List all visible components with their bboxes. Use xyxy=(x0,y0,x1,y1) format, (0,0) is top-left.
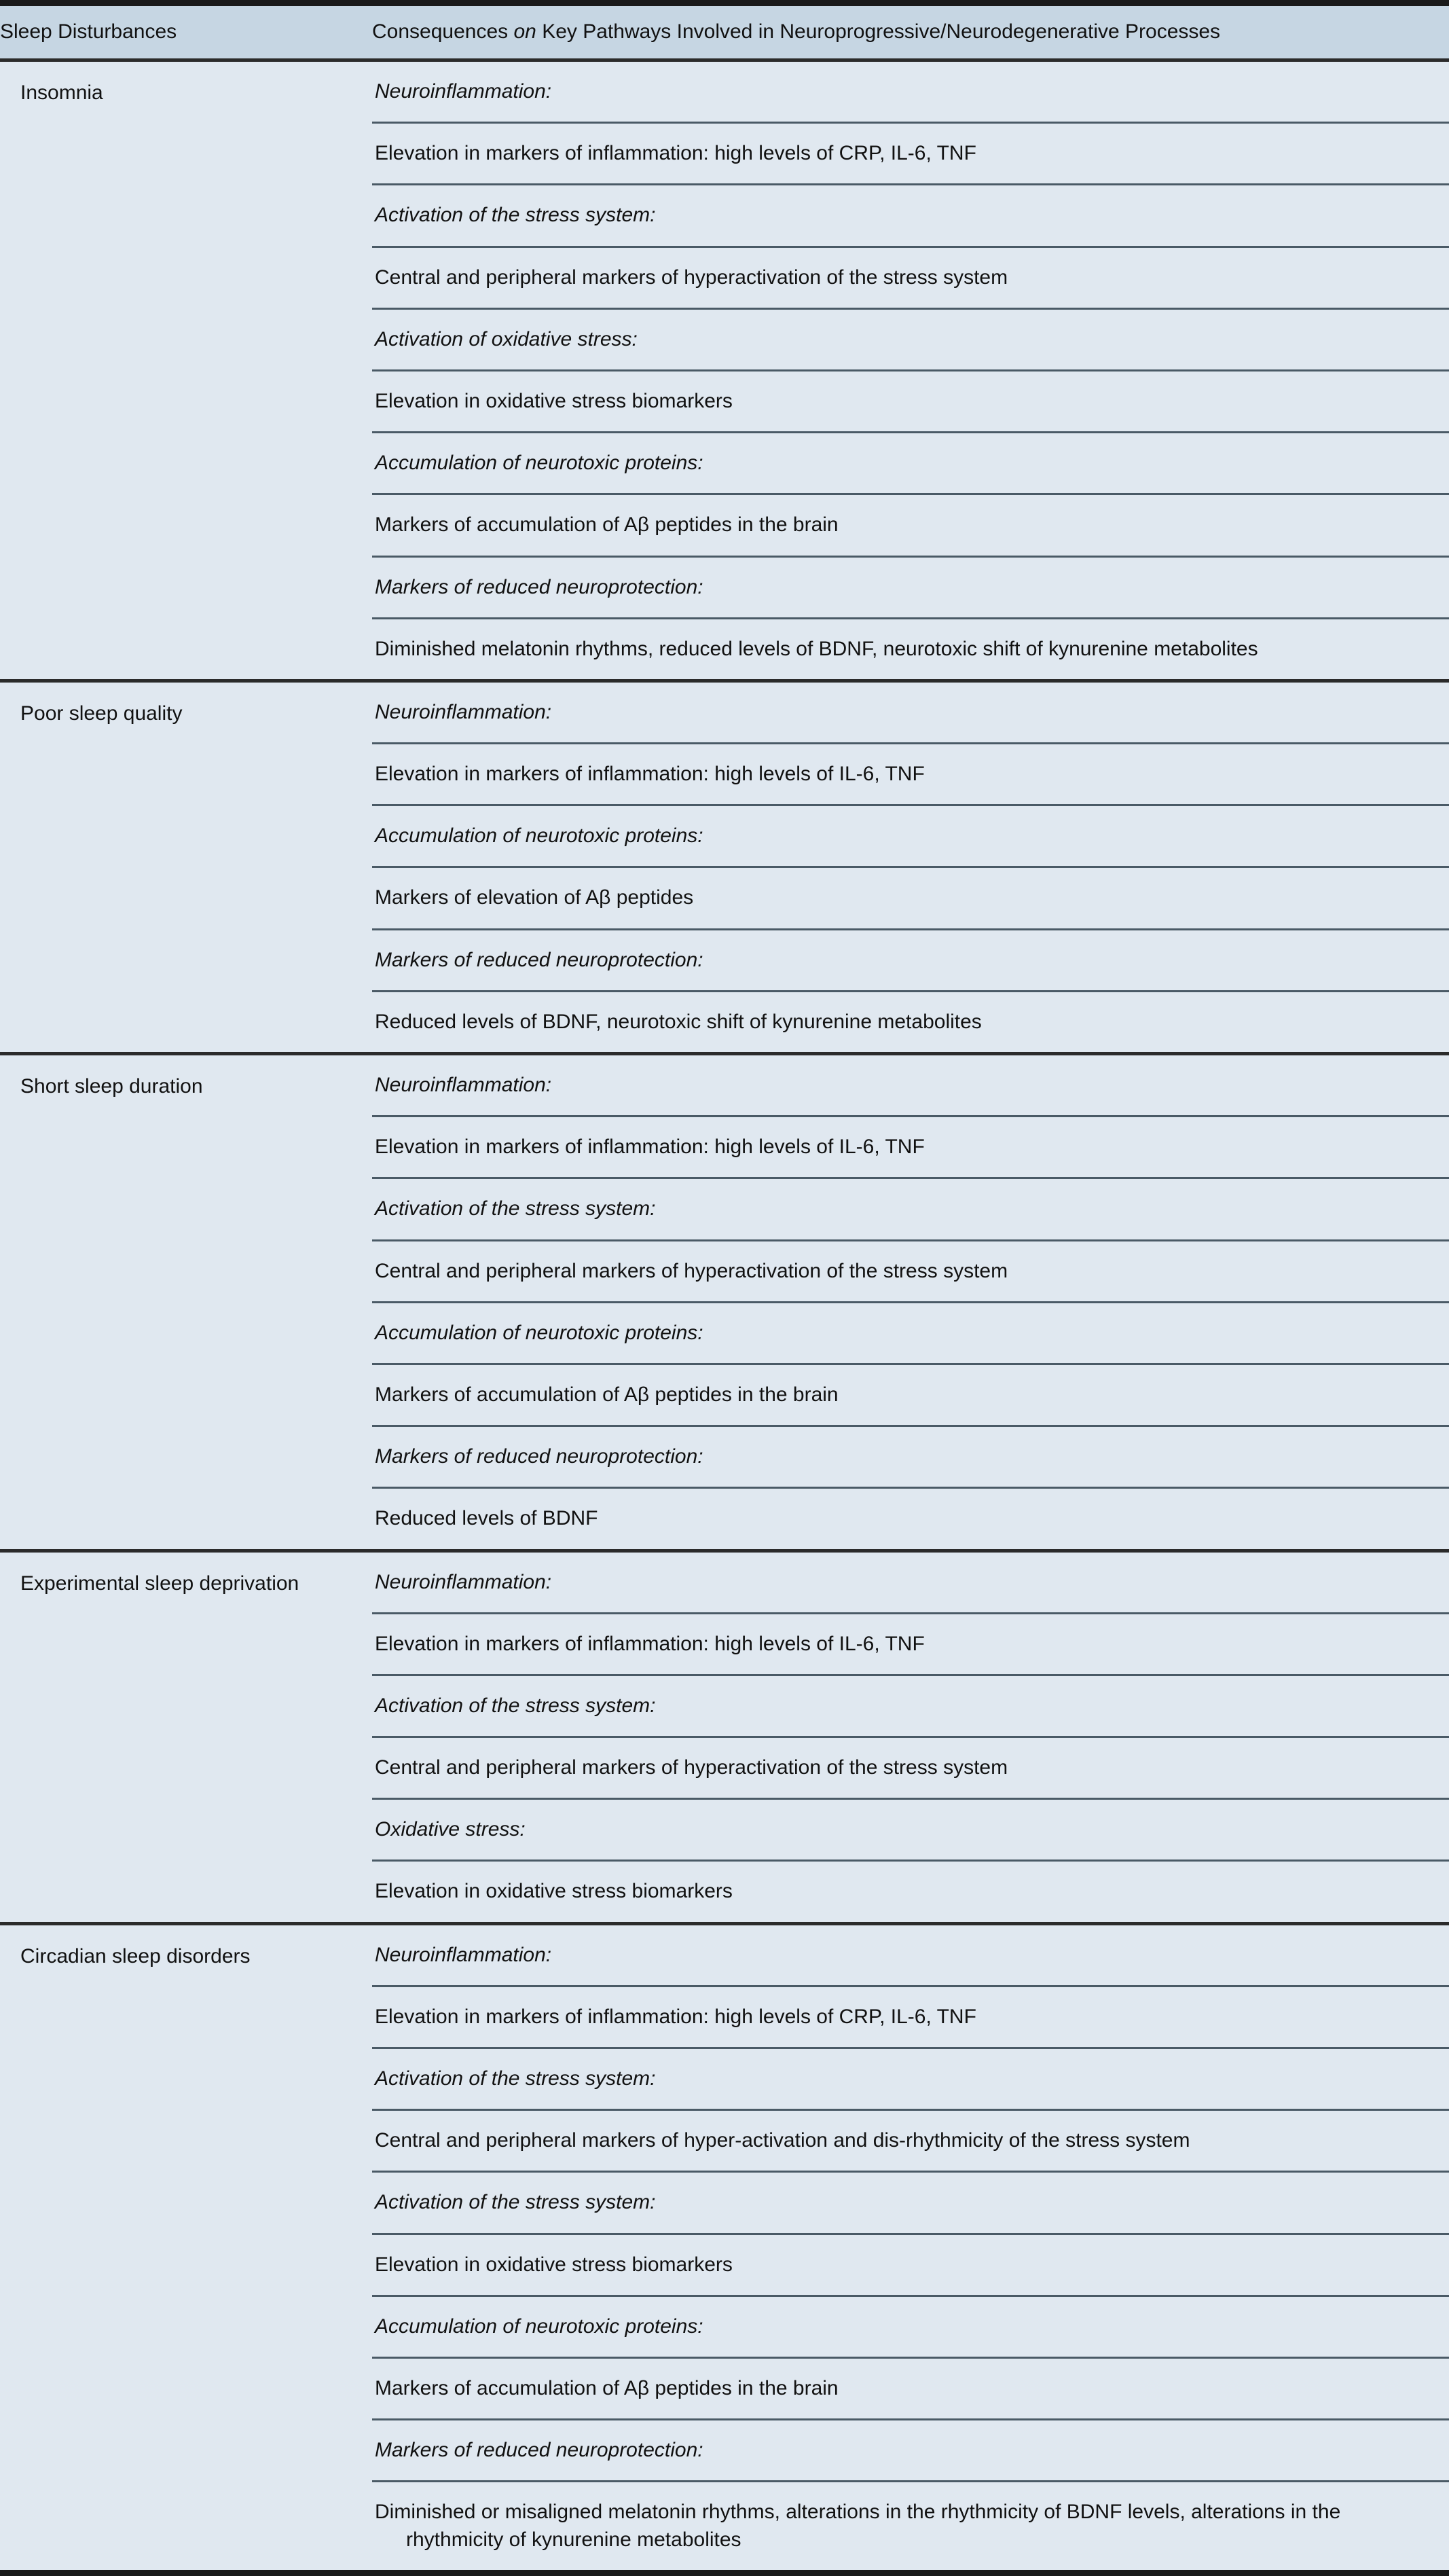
sleep-disturbance-label: Experimental sleep deprivation xyxy=(20,1572,299,1595)
pathway-label: Activation of the stress system: xyxy=(372,2047,1449,2109)
pathway-label: Neuroinflammation: xyxy=(375,1943,552,1966)
consequence-detail: Elevation in markers of inflammation: high levels of IL-6, TNF xyxy=(372,742,1449,804)
pathway-label: Activation of the stress system: xyxy=(372,183,1449,245)
column-header-consequences-post: Key Pathways Involved in Neuroprogressive/Neurodegenerative Processes xyxy=(536,20,1221,43)
column-header-consequences-emphasis: on xyxy=(513,20,536,43)
consequence-detail: Central and peripheral markers of hyperactivation of the stress system xyxy=(372,1239,1449,1301)
consequences-list xyxy=(372,1553,1449,1922)
sleep-disturbance-label: Circadian sleep disorders xyxy=(20,1944,251,1967)
table-section xyxy=(0,1052,1449,1549)
table-header-row xyxy=(0,6,1449,62)
consequence-detail: Markers of accumulation of Aβ peptides in the brain xyxy=(372,2357,1449,2418)
sleep-disturbance-label: Short sleep duration xyxy=(20,1075,203,1097)
pathway-label: Activation of the stress system: xyxy=(372,1177,1449,1239)
consequence-detail: Elevation in markers of inflammation: high levels of IL-6, TNF xyxy=(372,1612,1449,1674)
pathway-label: Oxidative stress: xyxy=(372,1798,1449,1860)
pathway-label: Neuroinflammation: xyxy=(375,1570,552,1593)
pathway-label: Activation of oxidative stress: xyxy=(372,308,1449,369)
pathway-label: Accumulation of neurotoxic proteins: xyxy=(372,2295,1449,2357)
table-body xyxy=(0,62,1449,2570)
consequence-detail xyxy=(372,2480,1449,2569)
consequences-list xyxy=(372,62,1449,679)
pathway-label: Markers of reduced neuroprotection: xyxy=(372,2418,1449,2480)
consequence-detail: Markers of accumulation of Aβ peptides in the brain xyxy=(372,1363,1449,1425)
consequence-detail: Markers of elevation of Aβ peptides xyxy=(372,866,1449,928)
table-section xyxy=(0,679,1449,1052)
consequences-list xyxy=(372,1925,1449,2570)
consequence-detail-text: Diminished or misaligned melatonin rhythms, alterations in the rhythmicity of BDNF levels, alterations in the rhythmicity of kynurenine metabolites xyxy=(375,2501,1341,2551)
sleep-disturbance-label: Poor sleep quality xyxy=(20,702,183,725)
consequence-detail: Central and peripheral markers of hyper-activation and dis-rhythmicity of the stress system xyxy=(372,2109,1449,2171)
table-section xyxy=(0,62,1449,679)
pathway-label: Neuroinflammation: xyxy=(375,80,552,103)
consequence-detail: Elevation in markers of inflammation: high levels of IL-6, TNF xyxy=(372,1115,1449,1177)
consequence-detail: Markers of accumulation of Aβ peptides in the brain xyxy=(372,493,1449,555)
column-header-sleep-disturbances: Sleep Disturbances xyxy=(0,20,177,43)
consequence-detail: Diminished melatonin rhythms, reduced levels of BDNF, neurotoxic shift of kynurenine metabolites xyxy=(372,617,1449,679)
consequence-detail: Elevation in markers of inflammation: high levels of CRP, IL-6, TNF xyxy=(372,122,1449,183)
pathway-label: Neuroinflammation: xyxy=(375,700,552,723)
consequence-detail: Elevation in oxidative stress biomarkers xyxy=(372,1860,1449,1921)
column-header-consequences-pre: Consequences xyxy=(372,20,514,43)
consequence-detail: Elevation in markers of inflammation: high levels of CRP, IL-6, TNF xyxy=(372,1985,1449,2047)
pathway-label: Markers of reduced neuroprotection: xyxy=(372,556,1449,617)
pathway-label: Accumulation of neurotoxic proteins: xyxy=(372,431,1449,493)
consequence-detail: Elevation in oxidative stress biomarkers xyxy=(372,2233,1449,2295)
pathway-label: Accumulation of neurotoxic proteins: xyxy=(372,804,1449,866)
pathway-label: Markers of reduced neuroprotection: xyxy=(372,1425,1449,1487)
sleep-disturbance-label: Insomnia xyxy=(20,81,103,104)
consequence-detail: Reduced levels of BDNF xyxy=(372,1487,1449,1548)
consequences-list xyxy=(372,683,1449,1052)
pathway-label: Markers of reduced neuroprotection: xyxy=(372,928,1449,990)
column-header-consequences xyxy=(372,6,1449,58)
consequence-detail: Central and peripheral markers of hyperactivation of the stress system xyxy=(372,246,1449,308)
pathway-label: Accumulation of neurotoxic proteins: xyxy=(372,1301,1449,1363)
pathway-label: Activation of the stress system: xyxy=(372,2171,1449,2232)
pathway-label: Activation of the stress system: xyxy=(372,1674,1449,1736)
consequence-detail: Reduced levels of BDNF, neurotoxic shift of kynurenine metabolites xyxy=(372,990,1449,1052)
table-section xyxy=(0,1922,1449,2570)
pathway-label: Neuroinflammation: xyxy=(375,1074,552,1096)
consequence-detail: Elevation in oxidative stress biomarkers xyxy=(372,369,1449,431)
consequences-list xyxy=(372,1055,1449,1549)
consequence-detail: Central and peripheral markers of hyperactivation of the stress system xyxy=(372,1736,1449,1798)
table-section xyxy=(0,1549,1449,1922)
